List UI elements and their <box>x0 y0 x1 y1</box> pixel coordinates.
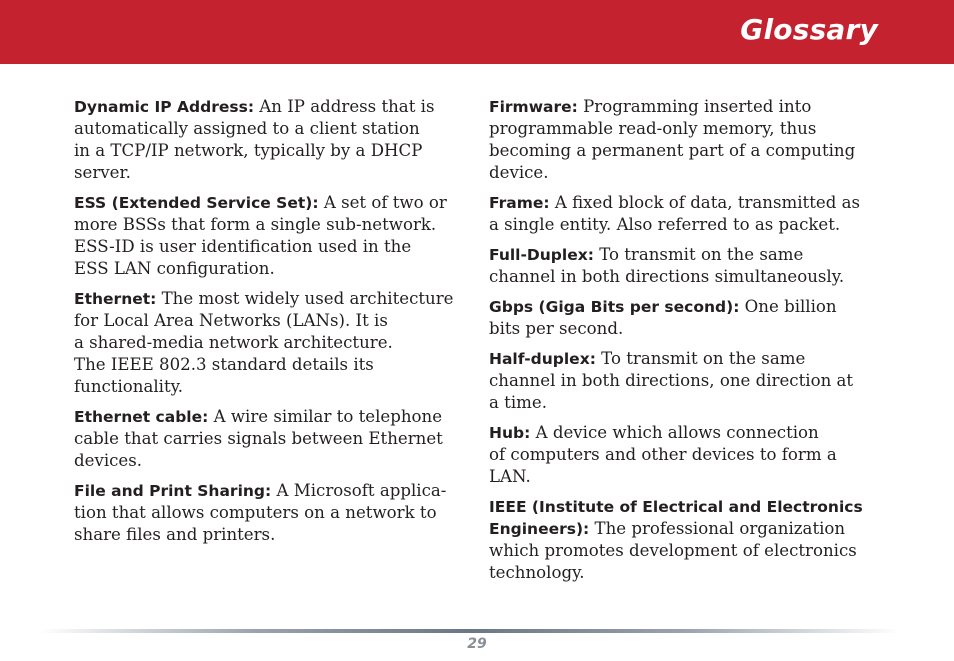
header-bar <box>0 0 954 64</box>
glossary-entry <box>489 296 887 340</box>
glossary-definition: A set of two or more BSSs that form a single sub-network. ESS-ID is user identification used in the ESS LAN configuration. <box>74 193 447 278</box>
glossary-term: Hub: <box>489 424 531 442</box>
glossary-definition: An IP address that is automatically assigned to a client station in a TCP/IP network, typically by a DHCP server. <box>74 97 435 182</box>
glossary-term: ESS (Extended Service Set): <box>74 194 319 212</box>
glossary-entry <box>489 96 887 184</box>
glossary-definition: To transmit on the same channel in both directions, one direction at a time. <box>489 349 854 412</box>
glossary-entry <box>489 348 887 414</box>
glossary-entry <box>489 244 887 288</box>
glossary-term: Frame: <box>489 194 550 212</box>
footer-divider <box>40 629 900 633</box>
glossary-entry <box>74 192 468 280</box>
glossary-term: Full-Duplex: <box>489 246 594 264</box>
glossary-definition: The most widely used architecture for Local Area Networks (LANs). It is a shared-media network architecture. The IEEE 802.3 standard details its functionality. <box>74 289 454 396</box>
page-title: Glossary <box>740 13 878 46</box>
glossary-term: IEEE (Institute of Electrical and Electronics Engineers): <box>489 498 863 538</box>
glossary-entry <box>74 96 468 184</box>
glossary-term: File and Print Sharing: <box>74 482 272 500</box>
glossary-entry <box>489 496 887 584</box>
glossary-column-right <box>489 96 887 592</box>
glossary-term: Ethernet cable: <box>74 408 209 426</box>
page-number: 29 <box>467 636 487 652</box>
glossary-definition: A device which allows connection of computers and other devices to form a LAN. <box>489 423 837 486</box>
glossary-entry <box>74 406 468 472</box>
glossary-definition: A fixed block of data, transmitted as a single entity. Also referred to as packet. <box>489 193 861 234</box>
glossary-definition: A Microsoft applica- tion that allows computers on a network to share files and printers. <box>74 481 447 544</box>
glossary-term: Firmware: <box>489 98 578 116</box>
glossary-term: Half-duplex: <box>489 350 596 368</box>
glossary-definition: To transmit on the same channel in both directions simultaneously. <box>489 245 845 286</box>
glossary-definition: One billion bits per second. <box>489 297 837 338</box>
glossary-entry <box>74 288 468 398</box>
glossary-definition: A wire similar to telephone cable that carries signals between Ethernet devices. <box>74 407 443 470</box>
glossary-column-left <box>74 96 468 554</box>
glossary-definition: Programming inserted into programmable read-only memory, thus becoming a permanent part of a computing device. <box>489 97 856 182</box>
glossary-definition: The professional organization which promotes development of electronics technology. <box>489 519 857 582</box>
glossary-term: Gbps (Giga Bits per second): <box>489 298 740 316</box>
glossary-term: Ethernet: <box>74 290 157 308</box>
glossary-term: Dynamic IP Address: <box>74 98 255 116</box>
glossary-entry <box>74 480 468 546</box>
glossary-entry <box>489 192 887 236</box>
glossary-entry <box>489 422 887 488</box>
